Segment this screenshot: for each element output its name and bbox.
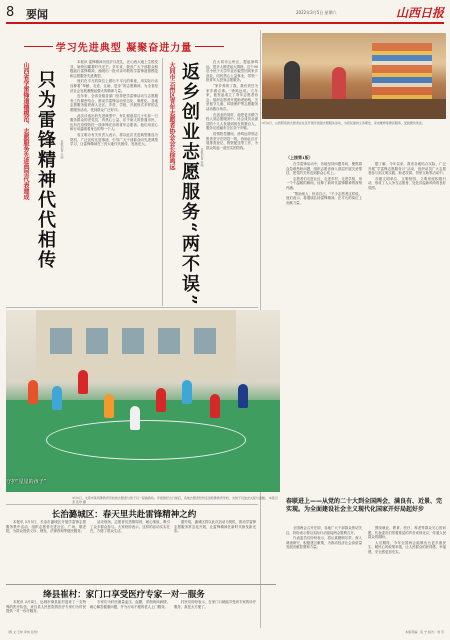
story1-paragraph: 近年来，全省各级各部门坚持把学雷锋活动与志愿服务工作紧密结合，推动学雷锋活动常态化、制度化。各地志愿服务组织深入社区、乡村、学校，开展形式多样的志愿服务活动，受到群众广泛好评。 bbox=[70, 94, 158, 112]
photo-person bbox=[332, 67, 346, 103]
right-mid-paragraph: 代表委员们纷纷表示，将认真履职尽责，深入调查研究，积极建言献策，为推动经济社会高质量发展贡献智慧和力量。 bbox=[286, 536, 362, 550]
photo-child bbox=[238, 384, 248, 408]
right-mid-paragraph: 全国两会召开在即，各地广大干部群众热切关注，纷纷表示要以实际行动迎接两会胜利召开。 bbox=[286, 526, 362, 535]
photo-window bbox=[86, 328, 108, 354]
column-divider bbox=[162, 58, 163, 306]
story2-byline: 本报记者 李纯 bbox=[200, 148, 204, 167]
story1-body bbox=[70, 60, 158, 304]
story3-paragraph: 本报讯 3月5日，长治市潞城区开展学雷锋志愿服务集中活动，组织志愿者走进社区、广场、敬老院，为群众提供义诊、理发、法律咨询等便民服务。 bbox=[6, 520, 86, 534]
story2-paragraph: “家乡养育了我，我有责任为家乡做点事。”徐鸣远说。几年来，他发起成立了青年志愿者协会，组织志愿者开展助老助残、关爱留守儿童、环境保护等志愿服务活动数百场次。 bbox=[206, 83, 258, 111]
masthead bbox=[6, 4, 444, 24]
photo-middle-label: 守护“星星的孩子” bbox=[6, 479, 47, 485]
section-divider bbox=[6, 584, 276, 585]
photo-shelf bbox=[372, 43, 432, 103]
photo-child bbox=[210, 394, 220, 418]
photo-child bbox=[130, 406, 140, 430]
photo-window bbox=[50, 328, 72, 354]
story3-body-c bbox=[174, 520, 256, 580]
photo-top-right-caption: 3月4日，山西阳泉的志愿者在社区开展学雷锋志愿服务活动，为居民提供义务理发、家电维修等便民服务，受到群众欢迎。 bbox=[262, 121, 425, 125]
story1-byline: 本报记者 王帅 bbox=[60, 140, 64, 159]
right-column-paragraph: 志愿者们走进社区、走进乡村、走进学校，用一个个温暖的瞬间，诠释了新时代雷锋精神的深刻内涵。 bbox=[286, 176, 362, 190]
story3-body-a bbox=[6, 520, 86, 580]
photo-floor bbox=[262, 99, 446, 119]
photo-children-games bbox=[6, 310, 280, 492]
photo-middle-caption-text: 3月3日，太原市某特殊教育学校的志愿者与孩子们一起做游戏。学雷锋纪念日前后，各地志愿者纷纷走进特殊教育学校，为孩子们送去关爱与温暖。 bbox=[72, 496, 268, 500]
story2-paragraph: 在大同市云州区，提起徐鸣远，很多人都竖起大拇指。这个90后小伙子大学毕业后毅然回到家乡创业，同时热心公益事业，带领一批青年人投身志愿服务。 bbox=[206, 60, 258, 83]
story3-paragraph: 据介绍，潞城区将以此次活动为契机，推动学雷锋志愿服务常态化开展，让雷锋精神在新时代焕发新光彩。 bbox=[174, 520, 256, 534]
story4-paragraph: 本报讯 3月4日，运城市绛县崔村迎来了一支特殊的医疗队伍，来自县人民医院的医疗专家们为村民提供一对一诊疗服务。 bbox=[6, 600, 86, 614]
right-mid-body-a bbox=[286, 526, 362, 626]
photo-child bbox=[156, 388, 166, 412]
story3-title: 长治潞城区：春天里共赴雷锋精神之约 bbox=[51, 510, 197, 520]
story1-kicker: 山西省学雷锋道德模范、志愿服务先进典型代表建成 bbox=[22, 62, 29, 200]
story4-title: 绛县崔村：家门口享受医疗专家一对一服务 bbox=[43, 590, 205, 600]
story4-paragraph: 专家们为村民测量血压、血糖，详细询问病情，耐心解答健康问题，并为行动不便的老人上门服务。 bbox=[90, 600, 170, 609]
right-column-body-a bbox=[286, 162, 362, 492]
footer-credit: （图 文 王帅 李纯 张珍） bbox=[6, 630, 40, 634]
photo-child bbox=[78, 370, 88, 394]
photo-child bbox=[182, 380, 192, 404]
story2-title: 返乡创业志愿服务“两不误” bbox=[179, 62, 200, 307]
photo-building bbox=[36, 310, 236, 380]
story1-paragraph: 此次评选出的先进典型中，有扎根基层几十年如一日服务群众的老党员，有热心公益、乐于助人的普通市民，也有在疫情防控一线冲锋在前的青年志愿者。他们用爱心和行动温暖着身边的每一个人。 bbox=[70, 113, 158, 132]
banner-text: 学习先进典型 凝聚奋进力量 bbox=[53, 39, 195, 54]
story1-paragraph: 本报讯 雷锋精神历经岁月洗礼，在山西大地上生根发芽，始终闪耀着时代光芒。多年来，我省广大干部群众积极践行雷锋精神，涌现出一批可亲可敬的学雷锋道德模范和志愿服务先进典型。 bbox=[70, 60, 158, 78]
right-column-paragraph: 各级文明单位、文明校园、文明家庭积极行动，形成了人人争当志愿者、处处洋溢新风尚的良好氛围。 bbox=[368, 176, 446, 190]
right-mid-paragraph: 人们期待，今年全国两会能够出台更多惠民生、暖民心的政策举措，让人民群众的获得感、幸福感、安全感更加充实。 bbox=[368, 540, 446, 554]
photo-court-line bbox=[46, 420, 246, 460]
photo-window bbox=[158, 328, 180, 354]
story4-body-b bbox=[90, 600, 170, 628]
right-column-paragraph: “帮助别人，快乐自己。”不少志愿者这样说。他们表示，将继续弘扬雷锋精神，在平凡的岗位上贡献力量。 bbox=[286, 191, 362, 205]
story2-paragraph: 疫情防控期间，徐鸣远带领志愿者坚守在防控一线，协助社区开展排查登记、物资配送等工作，为群众筑起一道坚实的防线。 bbox=[206, 131, 258, 150]
photo-window bbox=[122, 328, 144, 354]
right-column-paragraph: 据了解，今年以来，我省各地结合实际，广泛开展“学雷锋志愿服务月”活动，组织动员广大志愿者参与到文明实践、助老扶弱、邻里互助等活动中。 bbox=[368, 162, 446, 176]
right-column-heading: （上接第1版） bbox=[286, 155, 313, 160]
right-mid-paragraph: 围绕就业、教育、医疗、养老等群众关心的问题，代表委员们带着基层的声音来到北京，传递人民群众的期盼。 bbox=[368, 526, 446, 540]
issue-date: 2022年3月5日 星期六 bbox=[296, 10, 337, 15]
section-divider bbox=[6, 504, 258, 505]
section-divider bbox=[6, 307, 258, 308]
photo-child bbox=[104, 394, 114, 418]
story4-body-c bbox=[174, 600, 256, 628]
story4-body-a bbox=[6, 600, 86, 628]
right-column-body-b bbox=[368, 162, 446, 492]
photo-volunteers-community bbox=[262, 33, 446, 119]
right-column-paragraph: 在学雷锋活动中，各地坚持问题导向，聚焦群众急难愁盼问题，组织志愿者深入基层开展关爱帮扶，把党的关怀送到群众心坎上。 bbox=[286, 162, 362, 176]
footer-editors: 本版责编：张 宁 版式：刘 芳 bbox=[405, 630, 444, 634]
story1-paragraph: 省文明办有关负责人表示，将以此次先进典型推选为契机，广泛宣传先进事迹，引导广大干部群众向先进典型学习，让雷锋精神在三晋大地代代相传、发扬光大。 bbox=[70, 132, 158, 147]
photo-middle-credit: 本报记者 张珍 摄 bbox=[72, 496, 278, 505]
section-banner bbox=[6, 40, 242, 53]
story2-kicker: 大同市云州区青年志愿者协会会长徐鸣远 bbox=[168, 62, 175, 170]
story1-paragraph: 他们在平凡的岗位上做出不平凡的事迹，用实际行动诠释着“奉献、友爱、互助、进步”的志愿精神，为全省经济社会发展凝聚起强大的精神力量。 bbox=[70, 79, 158, 93]
photo-window bbox=[194, 328, 216, 354]
right-mid-headline: 春联进上——从党的二十大到全国两会，满良有、近景、完实现。为全面建设社会主义现代化国家开好局起好步 bbox=[286, 498, 443, 513]
story2-paragraph: 在创业的同时，他把更多精力投入到志愿服务中。协会成员从最初的十几人发展到现在的数百人，服务足迹遍布全区各个乡镇。 bbox=[206, 112, 258, 131]
paper-logo: 山西日报 bbox=[396, 6, 445, 20]
story4-paragraph: 村民们纷纷表示，在家门口就能享受到专家的诊疗服务，真是太方便了。 bbox=[174, 600, 256, 609]
page-number: 8 bbox=[6, 5, 15, 20]
story3-paragraph: 活动现场，志愿者们热情周到，耐心细致，吸引了众多群众参与。大家纷纷表示，这样的活动实实在在，方便了群众生活。 bbox=[90, 520, 170, 534]
section-name: 要闻 bbox=[26, 8, 48, 21]
right-mid-body-b bbox=[368, 526, 446, 626]
photo-person bbox=[284, 61, 300, 101]
story2-body bbox=[206, 60, 258, 304]
story3-body-b bbox=[90, 520, 170, 580]
story1-title: 只为雷锋精神代代相传 bbox=[35, 70, 56, 270]
photo-child bbox=[28, 380, 38, 404]
photo-child bbox=[52, 386, 62, 410]
